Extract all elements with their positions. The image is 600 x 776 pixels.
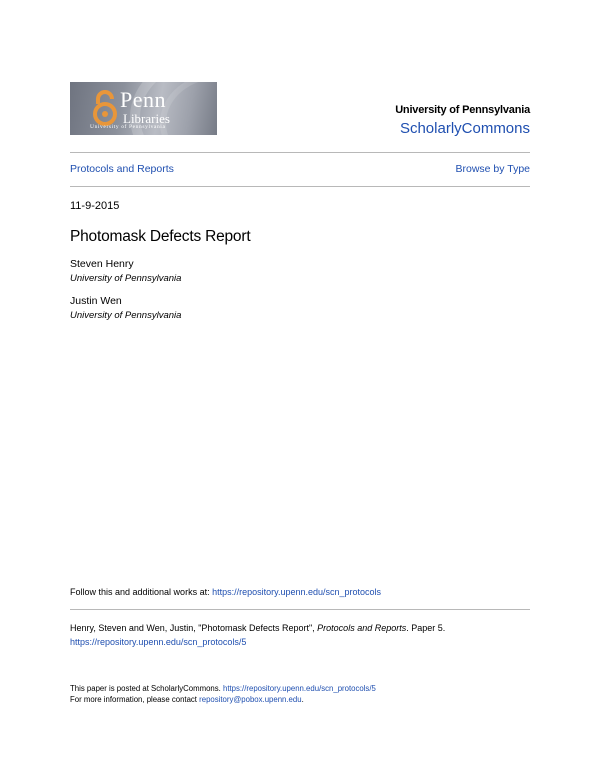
posted-text: This paper is posted at ScholarlyCommons. <box>70 684 223 693</box>
author-affiliation: University of Pennsylvania <box>70 310 182 321</box>
citation-suffix: . Paper 5. <box>406 623 446 633</box>
institution-name: University of Pennsylvania <box>395 104 530 116</box>
logo-libraries-text: Libraries <box>123 111 170 126</box>
follow-line <box>70 587 381 597</box>
citation-series: Protocols and Reports <box>317 623 407 633</box>
open-access-lock-icon <box>92 90 118 126</box>
penn-libraries-logo <box>70 82 217 135</box>
citation-prefix: Henry, Steven and Wen, Justin, "Photomask Defects Report", <box>70 623 318 633</box>
contact-line <box>70 695 304 704</box>
scholarlycommons-link[interactable]: ScholarlyCommons <box>399 120 530 137</box>
posted-line <box>70 684 376 693</box>
author-name: Steven Henry <box>70 258 134 270</box>
citation-url-link[interactable]: https://repository.upenn.edu/scn_protocols/5 <box>70 637 247 647</box>
browse-by-type-link[interactable]: Browse by Type <box>455 163 530 175</box>
citation-line <box>70 623 445 633</box>
document-title: Photomask Defects Report <box>70 228 251 245</box>
contact-email-link[interactable]: repository@pobox.upenn.edu <box>199 695 302 704</box>
contact-text: For more information, please contact <box>70 695 200 704</box>
author-affiliation: University of Pennsylvania <box>70 273 182 284</box>
nav-divider <box>70 186 530 187</box>
contact-end: . <box>301 695 304 704</box>
logo-penn-text: Penn <box>120 87 166 112</box>
posted-url-link[interactable]: https://repository.upenn.edu/scn_protocols/5 <box>222 684 376 693</box>
author-name: Justin Wen <box>70 295 122 307</box>
follow-text: Follow this and additional works at: <box>70 587 213 597</box>
logo-university-text: University of Pennsylvania <box>90 124 166 130</box>
follow-divider <box>70 609 530 610</box>
collection-link[interactable]: Protocols and Reports <box>70 163 174 175</box>
follow-url-link[interactable]: https://repository.upenn.edu/scn_protocols <box>212 587 382 597</box>
header-divider <box>70 152 530 153</box>
publication-date: 11-9-2015 <box>70 200 120 212</box>
